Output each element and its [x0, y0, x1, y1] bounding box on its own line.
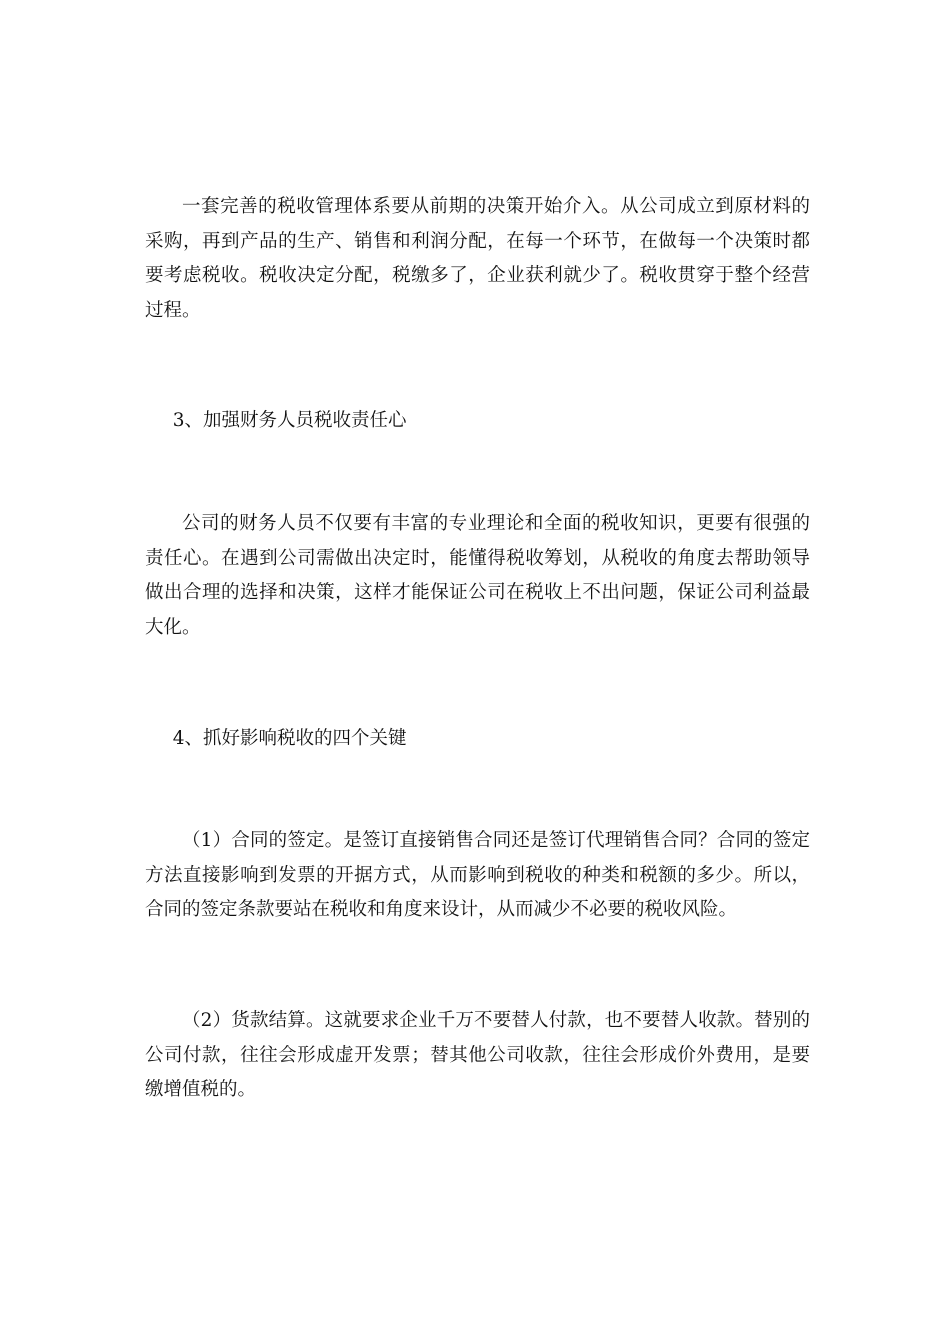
section-heading-3: 3、加强财务人员税收责任心 — [172, 410, 407, 431]
paragraph-tax-management-system: 一套完善的税收管理体系要从前期的决策开始介入。从公司成立到原材料的采购，再到产品的生产、销售和利润分配，在每一个环节，在做每一个决策时都要考虑税收。税收决定分配，税缴多了，企业获利就少了。税收贯穿于整个经营过程。 — [145, 196, 810, 321]
list-item-payment-settlement: （2）货款结算。这就要求企业千万不要替人付款，也不要替人收款。替别的公司付款，往往会形成虚开发票；替其他公司收款，往往会形成价外费用，是要缴增值税的。 — [145, 1010, 810, 1100]
list-item-contract-signing: （1）合同的签定。是签订直接销售合同还是签订代理销售合同？合同的签定方法直接影响到发票的开据方式，从而影响到税收的种类和税额的多少。所以，合同的签定条款要站在税收和角度来设计，从而减少不必要的税收风险。 — [145, 830, 810, 920]
section-heading-4: 4、抓好影响税收的四个关键 — [172, 728, 407, 749]
paragraph-finance-staff-responsibility: 公司的财务人员不仅要有丰富的专业理论和全面的税收知识，更要有很强的责任心。在遇到公司需做出决定时，能懂得税收筹划，从税收的角度去帮助领导做出合理的选择和决策，这样才能保证公司在税收上不出问题，保证公司利益最大化。 — [145, 513, 810, 638]
